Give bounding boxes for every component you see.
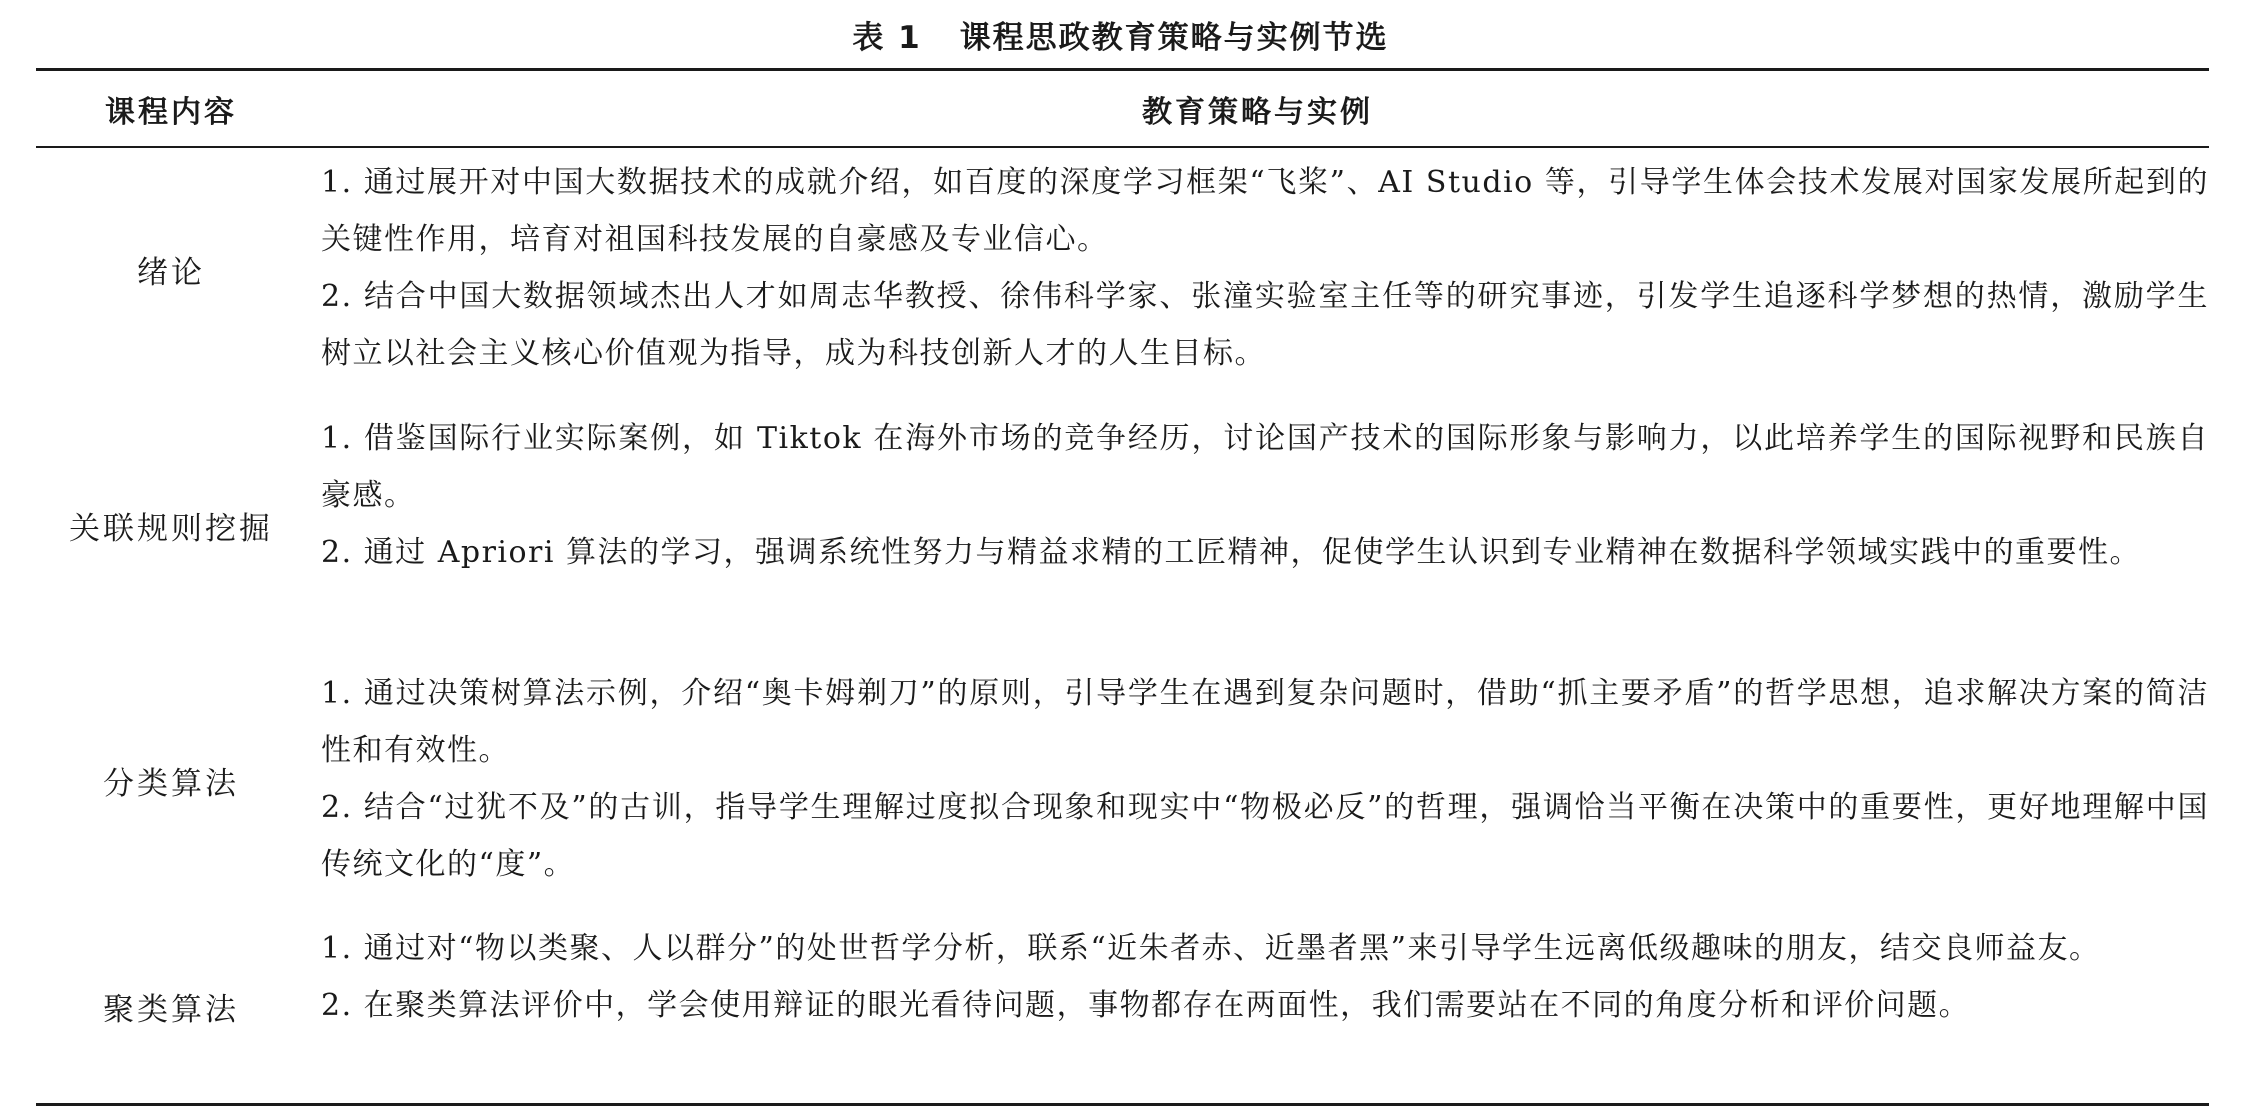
row-label: 聚类算法 (103, 991, 239, 1028)
strategy-item: 1. 通过展开对中国大数据技术的成就介绍，如百度的深度学习框架“飞桨”、AI Studio 等，引导学生体会技术发展对国家发展所起到的关键性作用，培育对祖国科技发展的自豪感及专业信心。 (321, 165, 2209, 257)
header-course-content: 课程内容 (105, 95, 237, 130)
table-title: 课程思政教育策略与实例节选 (959, 19, 1389, 56)
strategy-item: 2. 通过 Apriori 算法的学习，强调系统性努力与精益求精的工匠精神，促使学生认识到专业精神在数据科学领域实践中的重要性。 (321, 535, 2142, 570)
header-rule (36, 146, 2209, 148)
table-row (36, 154, 2209, 384)
row-content (321, 410, 2209, 581)
strategy-item: 2. 结合“过犹不及”的古训，指导学生理解过度拟合现象和现实中“物极必反”的哲理，强调恰当平衡在决策中的重要性，更好地理解中国传统文化的“度”。 (321, 790, 2209, 882)
table-caption (0, 4, 2241, 64)
row-label: 分类算法 (103, 765, 239, 802)
table-row (36, 665, 2209, 895)
table-row (36, 410, 2209, 640)
row-content (321, 920, 2209, 1034)
strategy-item: 1. 通过决策树算法示例，介绍“奥卡姆剃刀”的原则，引导学生在遇到复杂问题时，借助“抓主要矛盾”的哲学思想，追求解决方案的简洁性和有效性。 (321, 676, 2209, 768)
strategy-item: 1. 通过对“物以类聚、人以群分”的处世哲学分析，联系“近朱者赤、近墨者黑”来引导学生远离低级趣味的朋友，结交良师益友。 (321, 931, 2101, 966)
table-number: 表 1 (852, 19, 922, 56)
table-row (36, 920, 2209, 1092)
row-label: 绪论 (137, 254, 205, 291)
row-content (321, 154, 2209, 382)
bottom-rule (36, 1103, 2209, 1106)
strategy-item: 2. 在聚类算法评价中，学会使用辩证的眼光看待问题，事物都存在两面性，我们需要站在不同的角度分析和评价问题。 (321, 988, 1971, 1023)
strategy-item: 2. 结合中国大数据领域杰出人才如周志华教授、徐伟科学家、张潼实验室主任等的研究事迹，引发学生追逐科学梦想的热情，激励学生树立以社会主义核心价值观为指导，成为科技创新人才的人生目标。 (321, 279, 2209, 371)
strategy-item: 1. 借鉴国际行业实际案例，如 Tiktok 在海外市场的竞争经历，讨论国产技术的国际形象与影响力，以此培养学生的国际视野和民族自豪感。 (321, 421, 2209, 513)
row-content (321, 665, 2209, 893)
header-strategy-examples: 教育策略与实例 (1142, 95, 1373, 130)
row-label: 关联规则挖掘 (69, 510, 273, 547)
top-rule (36, 68, 2209, 71)
